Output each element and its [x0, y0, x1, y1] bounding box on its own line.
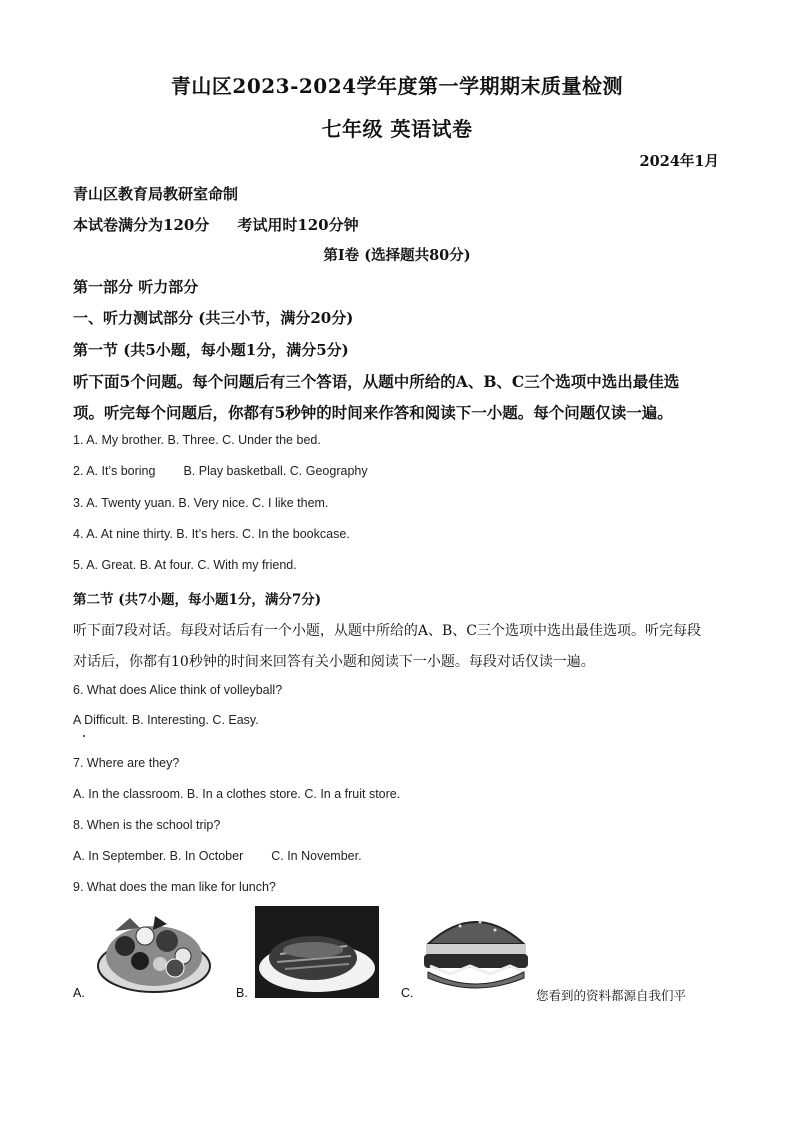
question-9: 9. What does the man like for lunch? [73, 880, 276, 894]
volume-heading: 第I卷 (选择题共80分) [323, 247, 471, 264]
salad-image [95, 906, 213, 996]
scan-speck [83, 735, 85, 737]
question-4: 4. A. At nine thirty. B. It’s hers. C. In the bookcase. [73, 527, 350, 541]
question-6: 6. What does Alice think of volleyball? [73, 683, 283, 697]
time-info: 考试用时120分钟 [237, 216, 359, 234]
picture-label-b: B. [236, 986, 248, 1000]
question-5: 5. A. Great. B. At four. C. With my friend. [73, 558, 297, 572]
question-8-a: A. In September. B. In October [73, 849, 244, 863]
score-time-line [73, 214, 359, 235]
exam-subtitle: 七年级 英语试卷 [321, 117, 473, 141]
part1-heading: 第一部分 听力部分 [73, 278, 199, 296]
picture-label-a: A. [73, 986, 85, 1000]
question-6-options: A Difficult. B. Interesting. C. Easy. [73, 713, 259, 727]
question-2 [73, 464, 368, 478]
question-1: 1. A. My brother. B. Three. C. Under the bed. [73, 433, 321, 447]
question-2-a: 2. A. It’s boring [73, 464, 156, 478]
picture-label-c: C. [401, 986, 414, 1000]
sec1-heading: 第一节 (共5小题，每小题1分，满分5分) [73, 341, 349, 359]
sec1-instruction-2: 项。听完每个问题后，你都有5秒钟的时间来作答和阅读下一小题。每个问题仅读一遍。 [73, 403, 673, 422]
question-2-b: B. Play basketball. C. Geography [183, 464, 368, 478]
exam-date: 2024年1月 [639, 153, 719, 170]
question-3: 3. A. Twenty yuan. B. Very nice. C. I like them. [73, 496, 329, 510]
section-heading: 一、听力测试部分 (共三小节，满分20分) [73, 309, 354, 327]
sec1-instruction-1: 听下面5个问题。每个问题后有三个答语，从题中所给的A、B、C三个选项中选出最佳选 [73, 372, 680, 391]
sec2-instruction-2: 对话后，你都有10秒钟的时间来回答有关小题和阅读下一小题。每段对话仅读一遍。 [73, 654, 595, 670]
steak-image [255, 906, 379, 998]
question-7-options: A. In the classroom. B. In a clothes store. C. In a fruit store. [73, 787, 401, 801]
question-8: 8. When is the school trip? [73, 818, 221, 832]
question-8-options [73, 849, 362, 863]
sec2-heading: 第二节 (共7小题，每小题1分，满分7分) [73, 592, 322, 608]
author-line: 青山区教育局教研室命制 [73, 185, 239, 203]
question-7: 7. Where are they? [73, 756, 180, 770]
hamburger-image [420, 906, 532, 992]
sec2-instruction-1: 听下面7段对话。每段对话后有一个小题，从题中所给的A、B、C三个选项中选出最佳选项。听完每段 [73, 623, 702, 639]
question-8-b: C. In November. [271, 849, 362, 863]
score-info: 本试卷满分为120分 [73, 216, 210, 234]
exam-title: 青山区2023-2024学年度第一学期期末质量检测 [170, 74, 624, 98]
watermark-text: 您看到的资料都源自我们平 [536, 988, 687, 1003]
